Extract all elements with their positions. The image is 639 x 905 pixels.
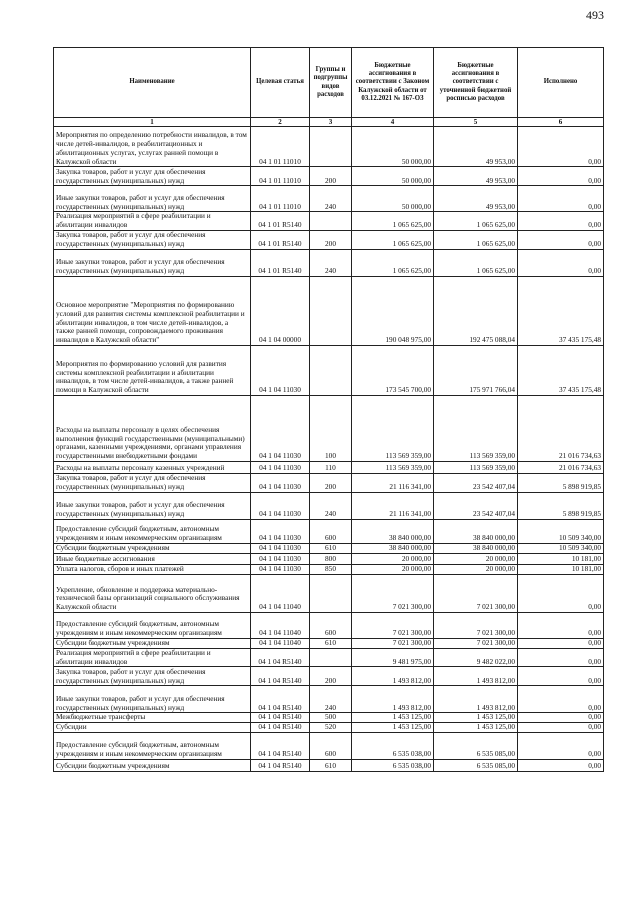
row-name: Основное мероприятие "Мероприятия по формированию условий для развития системы комплексной реабилитации и абилитации инвалидов, в том числе детей-инвалидов, а также ранней помощи, сопровождаемого проживания инвалидов в Калужской области" <box>54 276 251 345</box>
target-article: 04 1 01 R5140 <box>251 230 310 249</box>
revised-allocation: 49 953,00 <box>434 186 518 212</box>
header-row <box>54 48 604 118</box>
row-name: Иные закупки товаров, работ и услуг для обеспечения государственных (муниципальных) нужд <box>54 249 251 276</box>
table-row <box>54 648 604 667</box>
target-article: 04 1 04 11030 <box>251 564 310 574</box>
revised-allocation: 1 065 625,00 <box>434 230 518 249</box>
law-allocation: 20 000,00 <box>352 553 434 564</box>
table-row <box>54 167 604 186</box>
revised-allocation: 1 453 125,00 <box>434 723 518 733</box>
expense-group: 610 <box>310 759 352 771</box>
target-article: 04 1 04 R5140 <box>251 723 310 733</box>
target-article: 04 1 04 R5140 <box>251 667 310 686</box>
law-allocation: 190 048 975,00 <box>352 276 434 345</box>
executed-amount: 0,00 <box>518 648 604 667</box>
expense-group: 200 <box>310 667 352 686</box>
row-name: Мероприятия по определению потребности инвалидов, в том числе детей-инвалидов, в реабилитационных и абилитационных услугах, услугах ранней помощи в Калужской области <box>54 127 251 167</box>
row-name: Субсидии бюджетным учреждениям <box>54 543 251 553</box>
expense-group <box>310 127 352 167</box>
table-row <box>54 249 604 276</box>
expense-group <box>310 345 352 395</box>
law-allocation: 7 021 300,00 <box>352 574 434 612</box>
target-article: 04 1 04 11030 <box>251 461 310 473</box>
law-allocation: 21 116 341,00 <box>352 473 434 492</box>
executed-amount: 10 509 340,00 <box>518 519 604 543</box>
revised-allocation: 1 453 125,00 <box>434 713 518 723</box>
law-allocation: 38 840 000,00 <box>352 543 434 553</box>
row-name: Закупка товаров, работ и услуг для обеспечения государственных (муниципальных) нужд <box>54 230 251 249</box>
executed-amount: 21 016 734,63 <box>518 395 604 461</box>
header-name: Наименование <box>54 48 251 118</box>
law-allocation: 20 000,00 <box>352 564 434 574</box>
executed-amount: 5 898 919,85 <box>518 492 604 519</box>
law-allocation: 38 840 000,00 <box>352 519 434 543</box>
expense-group: 200 <box>310 167 352 186</box>
expense-group: 610 <box>310 638 352 648</box>
table-row <box>54 553 604 564</box>
law-allocation: 1 453 125,00 <box>352 713 434 723</box>
law-allocation: 113 569 359,00 <box>352 461 434 473</box>
row-name: Расходы на выплаты персоналу казенных учреждений <box>54 461 251 473</box>
executed-amount: 0,00 <box>518 230 604 249</box>
executed-amount: 10 509 340,00 <box>518 543 604 553</box>
revised-allocation: 175 971 766,04 <box>434 345 518 395</box>
table-row <box>54 612 604 638</box>
row-name: Иные закупки товаров, работ и услуг для обеспечения государственных (муниципальных) нужд <box>54 492 251 519</box>
table-row <box>54 186 604 212</box>
law-allocation: 1 493 812,00 <box>352 686 434 713</box>
table-row <box>54 574 604 612</box>
row-name: Иные закупки товаров, работ и услуг для обеспечения государственных (муниципальных) нужд <box>54 686 251 713</box>
target-article: 04 1 04 R5140 <box>251 713 310 723</box>
row-name: Закупка товаров, работ и услуг для обеспечения государственных (муниципальных) нужд <box>54 167 251 186</box>
column-number: 3 <box>310 118 352 127</box>
row-name: Субсидии <box>54 723 251 733</box>
target-article: 04 1 01 R5140 <box>251 212 310 231</box>
executed-amount: 0,00 <box>518 574 604 612</box>
target-article: 04 1 01 R5140 <box>251 249 310 276</box>
executed-amount: 0,00 <box>518 212 604 231</box>
law-allocation: 50 000,00 <box>352 167 434 186</box>
expense-group: 240 <box>310 686 352 713</box>
revised-allocation: 7 021 300,00 <box>434 574 518 612</box>
expense-group: 600 <box>310 732 352 759</box>
target-article: 04 1 04 11040 <box>251 638 310 648</box>
row-name: Предоставление субсидий бюджетным, автономным учреждениям и иным некоммерческим организациям <box>54 612 251 638</box>
row-name: Уплата налогов, сборов и иных платежей <box>54 564 251 574</box>
expense-group: 200 <box>310 473 352 492</box>
table-body <box>54 127 604 772</box>
revised-allocation: 113 569 359,00 <box>434 461 518 473</box>
revised-allocation: 1 065 625,00 <box>434 249 518 276</box>
table-row <box>54 212 604 231</box>
target-article: 04 1 04 11040 <box>251 612 310 638</box>
revised-allocation: 49 953,00 <box>434 167 518 186</box>
row-name: Предоставление субсидий бюджетным, автономным учреждениям и иным некоммерческим организациям <box>54 519 251 543</box>
expense-group <box>310 276 352 345</box>
row-name: Межбюджетные трансферты <box>54 713 251 723</box>
revised-allocation: 7 021 300,00 <box>434 638 518 648</box>
expense-group: 240 <box>310 249 352 276</box>
target-article: 04 1 04 R5140 <box>251 759 310 771</box>
target-article: 04 1 04 11030 <box>251 395 310 461</box>
table-row <box>54 127 604 167</box>
row-name: Мероприятия по формированию условий для развития системы комплексной реабилитации и абилитации инвалидов, в том числе детей-инвалидов, а также ранней помощи в Калужской области <box>54 345 251 395</box>
law-allocation: 7 021 300,00 <box>352 638 434 648</box>
revised-allocation: 1 493 812,00 <box>434 686 518 713</box>
executed-amount: 0,00 <box>518 127 604 167</box>
revised-allocation: 20 000,00 <box>434 564 518 574</box>
table-row <box>54 564 604 574</box>
revised-allocation: 113 569 359,00 <box>434 395 518 461</box>
law-allocation: 50 000,00 <box>352 186 434 212</box>
executed-amount: 0,00 <box>518 638 604 648</box>
target-article: 04 1 04 11030 <box>251 492 310 519</box>
column-number: 6 <box>518 118 604 127</box>
table-row <box>54 230 604 249</box>
table-row <box>54 638 604 648</box>
table-row <box>54 686 604 713</box>
header-law-allocations: Бюджетные ассигнования в соответствии с Законом Калужской области от 03.12.2021 № 167-ОЗ <box>352 48 434 118</box>
row-name: Реализация мероприятий в сфере реабилитации и абилитации инвалидов <box>54 648 251 667</box>
table-row <box>54 395 604 461</box>
table-row <box>54 543 604 553</box>
target-article: 04 1 04 11030 <box>251 519 310 543</box>
law-allocation: 50 000,00 <box>352 127 434 167</box>
expense-group <box>310 648 352 667</box>
law-allocation: 6 535 038,00 <box>352 759 434 771</box>
column-number: 5 <box>434 118 518 127</box>
target-article: 04 1 04 00000 <box>251 276 310 345</box>
row-name: Субсидии бюджетным учреждениям <box>54 759 251 771</box>
row-name: Расходы на выплаты персоналу в целях обеспечения выполнения функций государственными (муниципальными) органами, казенными учреждениями, органами управления государственными внебюджетными фондами <box>54 395 251 461</box>
expense-group: 100 <box>310 395 352 461</box>
executed-amount: 37 435 175,48 <box>518 345 604 395</box>
target-article: 04 1 01 11010 <box>251 167 310 186</box>
law-allocation: 113 569 359,00 <box>352 395 434 461</box>
expense-group: 600 <box>310 612 352 638</box>
revised-allocation: 49 953,00 <box>434 127 518 167</box>
executed-amount: 0,00 <box>518 186 604 212</box>
revised-allocation: 38 840 000,00 <box>434 519 518 543</box>
target-article: 04 1 04 11040 <box>251 574 310 612</box>
executed-amount: 5 898 919,85 <box>518 473 604 492</box>
executed-amount: 0,00 <box>518 249 604 276</box>
expense-group: 850 <box>310 564 352 574</box>
table-row <box>54 667 604 686</box>
law-allocation: 1 493 812,00 <box>352 667 434 686</box>
revised-allocation: 23 542 407,04 <box>434 492 518 519</box>
law-allocation: 173 545 700,00 <box>352 345 434 395</box>
row-name: Реализация мероприятий в сфере реабилитации и абилитации инвалидов <box>54 212 251 231</box>
target-article: 04 1 04 R5140 <box>251 686 310 713</box>
table-row <box>54 519 604 543</box>
expense-group: 800 <box>310 553 352 564</box>
target-article: 04 1 01 11010 <box>251 127 310 167</box>
revised-allocation: 9 482 022,00 <box>434 648 518 667</box>
target-article: 04 1 04 11030 <box>251 543 310 553</box>
target-article: 04 1 04 11030 <box>251 553 310 564</box>
law-allocation: 21 116 341,00 <box>352 492 434 519</box>
header-revised-allocations: Бюджетные ассигнования в соответствии с уточненной бюджетной росписью расходов <box>434 48 518 118</box>
law-allocation: 1 453 125,00 <box>352 723 434 733</box>
expense-group: 520 <box>310 723 352 733</box>
executed-amount: 0,00 <box>518 167 604 186</box>
column-number: 1 <box>54 118 251 127</box>
row-name: Иные закупки товаров, работ и услуг для обеспечения государственных (муниципальных) нужд <box>54 186 251 212</box>
expense-group: 110 <box>310 461 352 473</box>
law-allocation: 7 021 300,00 <box>352 612 434 638</box>
executed-amount: 0,00 <box>518 612 604 638</box>
table-row <box>54 732 604 759</box>
revised-allocation: 20 000,00 <box>434 553 518 564</box>
executed-amount: 21 016 734,63 <box>518 461 604 473</box>
column-number: 2 <box>251 118 310 127</box>
table-row <box>54 492 604 519</box>
revised-allocation: 38 840 000,00 <box>434 543 518 553</box>
expense-group: 610 <box>310 543 352 553</box>
executed-amount: 0,00 <box>518 723 604 733</box>
executed-amount: 0,00 <box>518 713 604 723</box>
table-row <box>54 461 604 473</box>
executed-amount: 37 435 175,48 <box>518 276 604 345</box>
expense-group: 240 <box>310 492 352 519</box>
table-row <box>54 345 604 395</box>
table-row <box>54 723 604 733</box>
row-name: Субсидии бюджетным учреждениям <box>54 638 251 648</box>
executed-amount: 10 181,00 <box>518 553 604 564</box>
executed-amount: 0,00 <box>518 759 604 771</box>
revised-allocation: 192 475 088,04 <box>434 276 518 345</box>
expense-group <box>310 212 352 231</box>
expense-group: 500 <box>310 713 352 723</box>
column-number: 4 <box>352 118 434 127</box>
row-name: Закупка товаров, работ и услуг для обеспечения государственных (муниципальных) нужд <box>54 473 251 492</box>
target-article: 04 1 04 R5140 <box>251 648 310 667</box>
table-row <box>54 276 604 345</box>
law-allocation: 9 481 975,00 <box>352 648 434 667</box>
target-article: 04 1 04 11030 <box>251 345 310 395</box>
law-allocation: 1 065 625,00 <box>352 230 434 249</box>
row-name: Укрепление, обновление и поддержка материально-технической базы организаций социального обслуживания Калужской области <box>54 574 251 612</box>
header-executed: Исполнено <box>518 48 604 118</box>
target-article: 04 1 04 11030 <box>251 473 310 492</box>
expense-group: 600 <box>310 519 352 543</box>
table-row <box>54 473 604 492</box>
law-allocation: 1 065 625,00 <box>352 212 434 231</box>
expense-group: 200 <box>310 230 352 249</box>
law-allocation: 1 065 625,00 <box>352 249 434 276</box>
revised-allocation: 6 535 085,00 <box>434 732 518 759</box>
target-article: 04 1 04 R5140 <box>251 732 310 759</box>
header-target-article: Целевая статья <box>251 48 310 118</box>
revised-allocation: 6 535 085,00 <box>434 759 518 771</box>
expense-group <box>310 574 352 612</box>
executed-amount: 0,00 <box>518 686 604 713</box>
header-expense-groups: Группы и подгруппы видов расходов <box>310 48 352 118</box>
row-name: Иные бюджетные ассигнования <box>54 553 251 564</box>
executed-amount: 0,00 <box>518 667 604 686</box>
law-allocation: 6 535 038,00 <box>352 732 434 759</box>
table-row <box>54 713 604 723</box>
revised-allocation: 1 065 625,00 <box>434 212 518 231</box>
revised-allocation: 1 493 812,00 <box>434 667 518 686</box>
row-name: Закупка товаров, работ и услуг для обеспечения государственных (муниципальных) нужд <box>54 667 251 686</box>
executed-amount: 0,00 <box>518 732 604 759</box>
executed-amount: 10 181,00 <box>518 564 604 574</box>
row-name: Предоставление субсидий бюджетным, автономным учреждениям и иным некоммерческим организациям <box>54 732 251 759</box>
revised-allocation: 23 542 407,04 <box>434 473 518 492</box>
budget-table <box>53 47 604 772</box>
expense-group: 240 <box>310 186 352 212</box>
column-number-row <box>54 118 604 127</box>
revised-allocation: 7 021 300,00 <box>434 612 518 638</box>
table-row <box>54 759 604 771</box>
page-number: 493 <box>586 8 604 22</box>
target-article: 04 1 01 11010 <box>251 186 310 212</box>
